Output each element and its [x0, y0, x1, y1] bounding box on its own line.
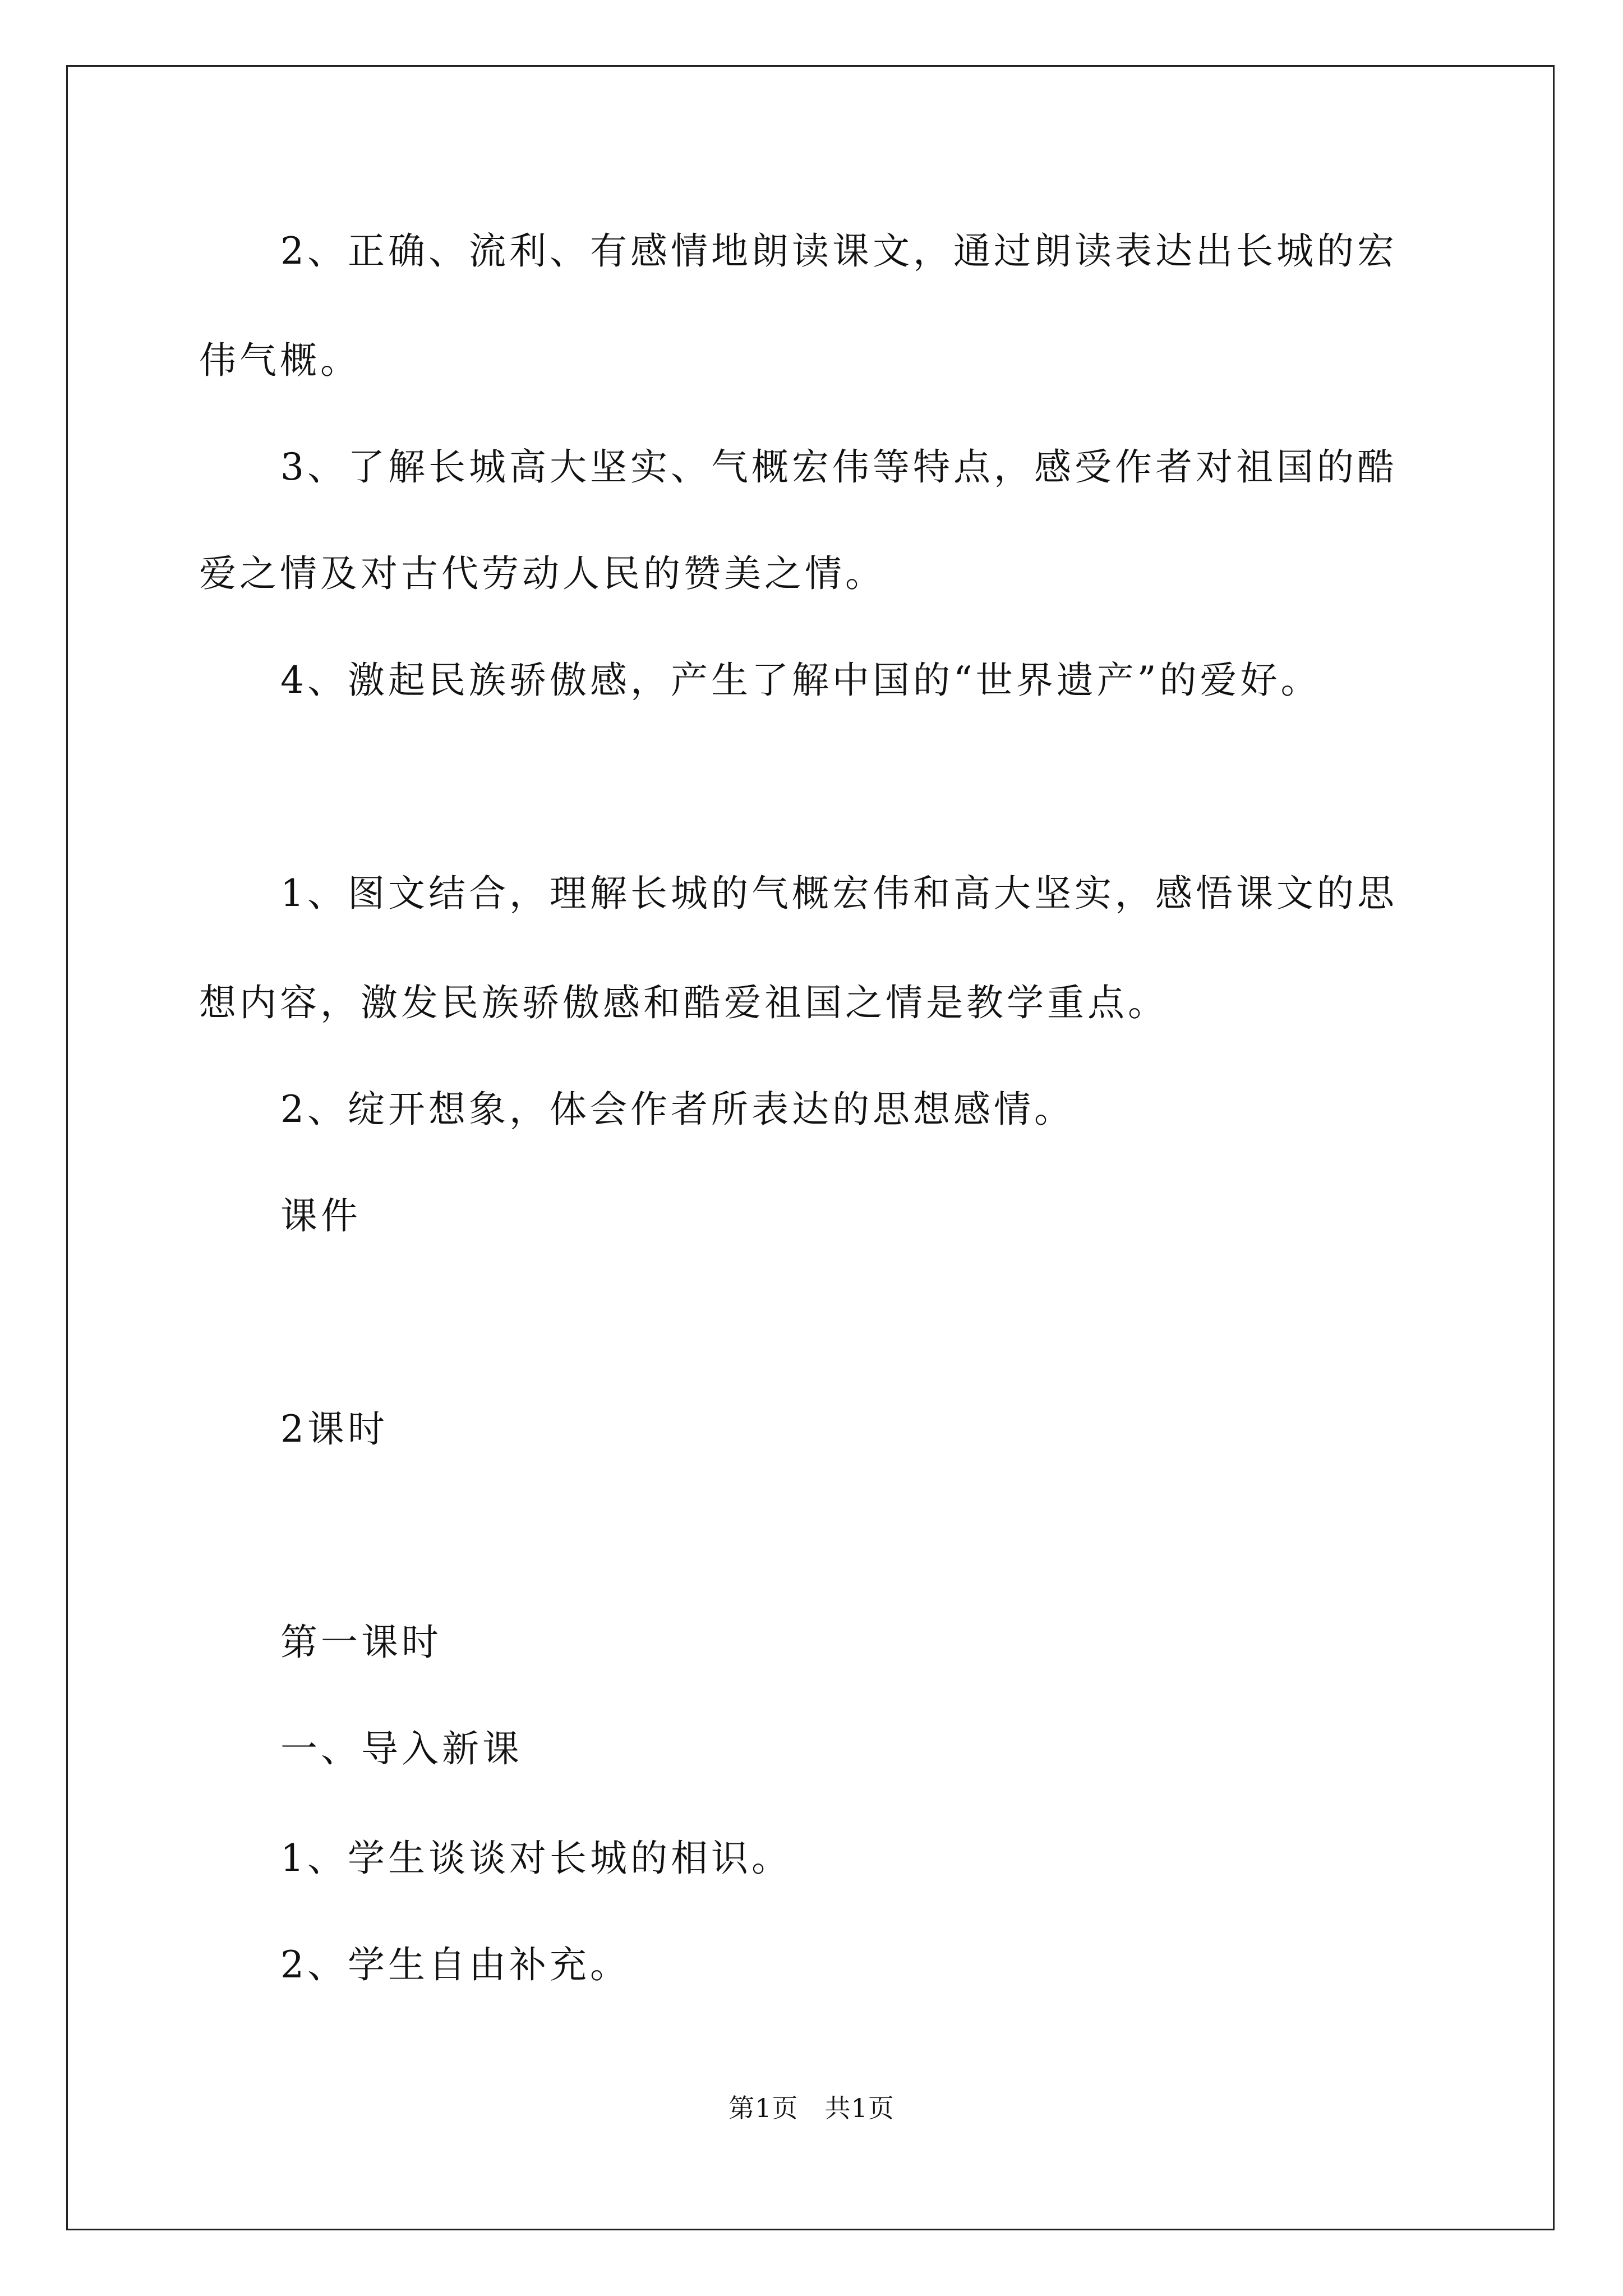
- page-border: [66, 65, 1555, 2230]
- objective-2-line-2: 伟气概。: [199, 339, 361, 382]
- step-1-line: 1、学生谈谈对长城的相识。: [280, 1837, 792, 1880]
- objective-3-line-2: 爱之情及对古代劳动人民的赞美之情。: [199, 552, 886, 595]
- key-point-1-line-1: 1、图文结合，理解长城的气概宏伟和高大坚实，感悟课文的思: [280, 872, 1398, 915]
- section-intro-heading: 一、导入新课: [280, 1727, 523, 1770]
- materials-line: 课件: [280, 1194, 361, 1237]
- page-footer: 第1页 共1页: [728, 2093, 895, 2123]
- objective-2-line-1: 2、正确、流利、有感情地朗读课文，通过朗读表达出长城的宏: [280, 229, 1398, 273]
- objective-3-line-1: 3、了解长城高大坚实、气概宏伟等特点，感受作者对祖国的酷: [280, 445, 1398, 489]
- key-point-2-line: 2、绽开想象，体会作者所表达的思想感情。: [280, 1088, 1075, 1131]
- key-point-1-line-2: 想内容，激发民族骄傲感和酷爱祖国之情是教学重点。: [199, 981, 1168, 1024]
- objective-4-line: 4、激起民族骄傲感，产生了解中国的“世界遗产”的爱好。: [280, 659, 1321, 702]
- step-2-line: 2、学生自由补充。: [280, 1943, 630, 1986]
- first-lesson-heading: 第一课时: [280, 1621, 442, 1664]
- class-hours-line: 2课时: [280, 1407, 388, 1451]
